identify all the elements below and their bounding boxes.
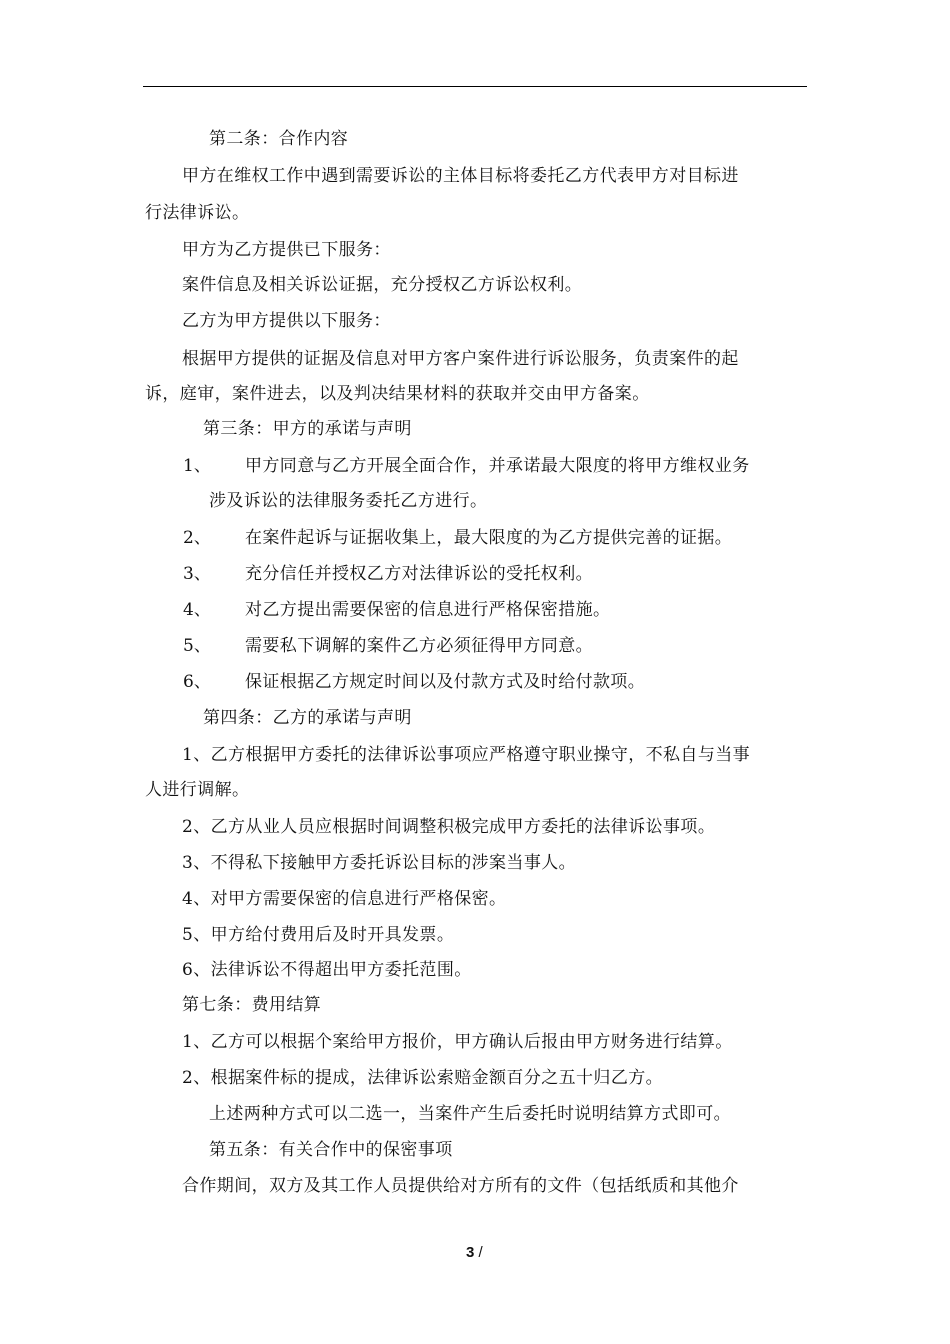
paragraph-line: 行法律诉讼。 <box>145 203 250 223</box>
list-item: 在案件起诉与证据收集上，最大限度的为乙方提供完善的证据。 <box>245 528 733 548</box>
paragraph-line: 1、乙方可以根据个案给甲方报价，甲方确认后报由甲方财务进行结算。 <box>182 1032 733 1052</box>
list-item: 需要私下调解的案件乙方必须征得甲方同意。 <box>245 636 593 656</box>
paragraph-line: 上述两种方式可以二选一，当案件产生后委托时说明结算方式即可。 <box>209 1104 731 1124</box>
header-rule <box>143 86 807 87</box>
list-number: 1、 <box>183 456 211 476</box>
paragraph-line: 2、乙方从业人员应根据时间调整积极完成甲方委托的法律诉讼事项。 <box>182 817 716 837</box>
paragraph-line: 甲方为乙方提供已下服务： <box>182 240 391 260</box>
section-heading-3: 第三条：甲方的承诺与声明 <box>203 419 412 439</box>
section-heading-2: 第二条：合作内容 <box>209 129 349 149</box>
paragraph-line: 6、法律诉讼不得超出甲方委托范围。 <box>182 960 472 980</box>
paragraph-line: 甲方在维权工作中遇到需要诉讼的主体目标将委托乙方代表甲方对目标进 <box>182 166 739 186</box>
list-number: 2、 <box>183 528 211 548</box>
paragraph-line: 4、对甲方需要保密的信息进行严格保密。 <box>182 889 507 909</box>
section-heading-7: 第七条：费用结算 <box>182 995 322 1015</box>
paragraph-line: 诉，庭审，案件进去，以及判决结果材料的获取并交由甲方备案。 <box>145 384 650 404</box>
section-heading-4: 第四条：乙方的承诺与声明 <box>203 708 412 728</box>
section-heading-5: 第五条：有关合作中的保密事项 <box>209 1140 453 1160</box>
page-separator: / <box>478 1244 483 1261</box>
paragraph-line: 人进行调解。 <box>145 780 250 800</box>
paragraph-line: 1、乙方根据甲方委托的法律诉讼事项应严格遵守职业操守，不私自与当事 <box>182 745 751 765</box>
paragraph-line: 乙方为甲方提供以下服务： <box>182 311 391 331</box>
paragraph-line: 根据甲方提供的证据及信息对甲方客户案件进行诉讼服务，负责案件的起 <box>182 349 739 369</box>
page-number: 3 <box>466 1244 475 1261</box>
list-number: 3、 <box>183 564 211 584</box>
list-item-continuation: 涉及诉讼的法律服务委托乙方进行。 <box>209 491 488 511</box>
list-item: 充分信任并授权乙方对法律诉讼的受托权利。 <box>245 564 593 584</box>
paragraph-line: 案件信息及相关诉讼证据，充分授权乙方诉讼权利。 <box>182 275 583 295</box>
page-footer <box>466 1244 483 1262</box>
paragraph-line: 5、甲方给付费用后及时开具发票。 <box>182 925 455 945</box>
paragraph-line: 合作期间，双方及其工作人员提供给对方所有的文件（包括纸质和其他介 <box>182 1176 739 1196</box>
list-number: 4、 <box>183 600 211 620</box>
paragraph-line: 3、不得私下接触甲方委托诉讼目标的涉案当事人。 <box>182 853 577 873</box>
list-item: 甲方同意与乙方开展全面合作，并承诺最大限度的将甲方维权业务 <box>245 456 750 476</box>
list-number: 6、 <box>183 672 211 692</box>
paragraph-line: 2、根据案件标的提成，法律诉讼索赔金额百分之五十归乙方。 <box>182 1068 664 1088</box>
list-item: 对乙方提出需要保密的信息进行严格保密措施。 <box>245 600 611 620</box>
list-number: 5、 <box>183 636 211 656</box>
list-item: 保证根据乙方规定时间以及付款方式及时给付款项。 <box>245 672 646 692</box>
